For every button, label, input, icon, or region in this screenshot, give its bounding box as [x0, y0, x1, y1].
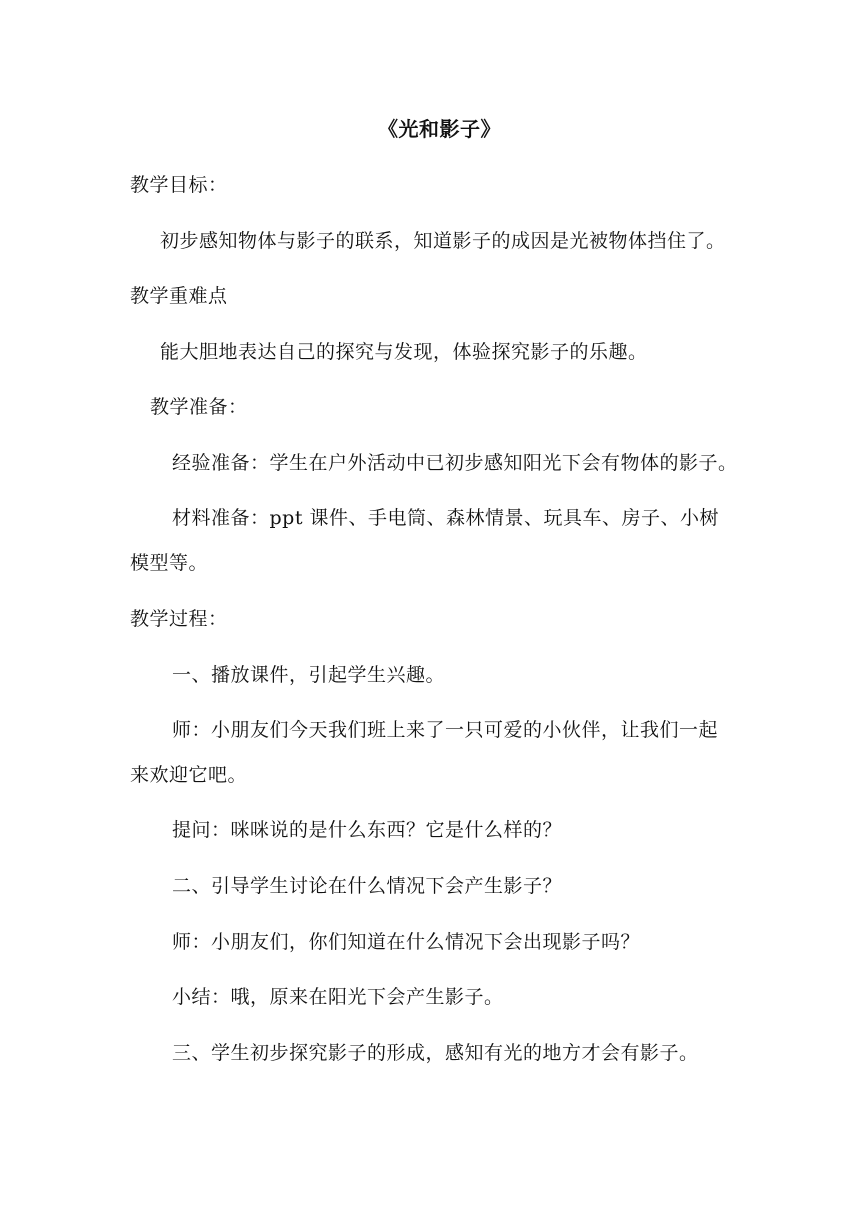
process-heading: 教学过程： — [130, 608, 228, 630]
step-two: 二、引导学生讨论在什么情况下会产生影子？ — [172, 875, 563, 897]
prep-materials-line2: 模型等。 — [130, 552, 209, 574]
summary-line: 小结：哦，原来在阳光下会产生影子。 — [172, 986, 504, 1008]
document-title: 《光和影子》 — [378, 117, 501, 141]
difficulty-heading: 教学重难点 — [130, 285, 228, 307]
teacher-line1: 师：小朋友们今天我们班上来了一只可爱的小伙伴，让我们一起 — [172, 719, 719, 741]
prep-heading: 教学准备： — [150, 396, 248, 418]
prep-materials-line1: 材料准备：ppt 课件、手电筒、森林情景、玩具车、房子、小树 — [172, 507, 720, 529]
teacher-line2: 来欢迎它吧。 — [130, 764, 248, 786]
step-one: 一、播放课件，引起学生兴趣。 — [172, 664, 446, 686]
prep-experience: 经验准备：学生在户外活动中已初步感知阳光下会有物体的影子。 — [172, 452, 738, 474]
goal-heading: 教学目标： — [130, 174, 228, 196]
goal-text: 初步感知物体与影子的联系，知道影子的成因是光被物体挡住了。 — [160, 230, 726, 252]
difficulty-text: 能大胆地表达自己的探究与发现，体验探究影子的乐趣。 — [160, 341, 648, 363]
step-three: 三、学生初步探究影子的形成，感知有光的地方才会有影子。 — [172, 1042, 699, 1064]
teacher-question-line: 师：小朋友们，你们知道在什么情况下会出现影子吗？ — [172, 931, 641, 953]
question-line: 提问：咪咪说的是什么东西？它是什么样的？ — [172, 819, 563, 841]
